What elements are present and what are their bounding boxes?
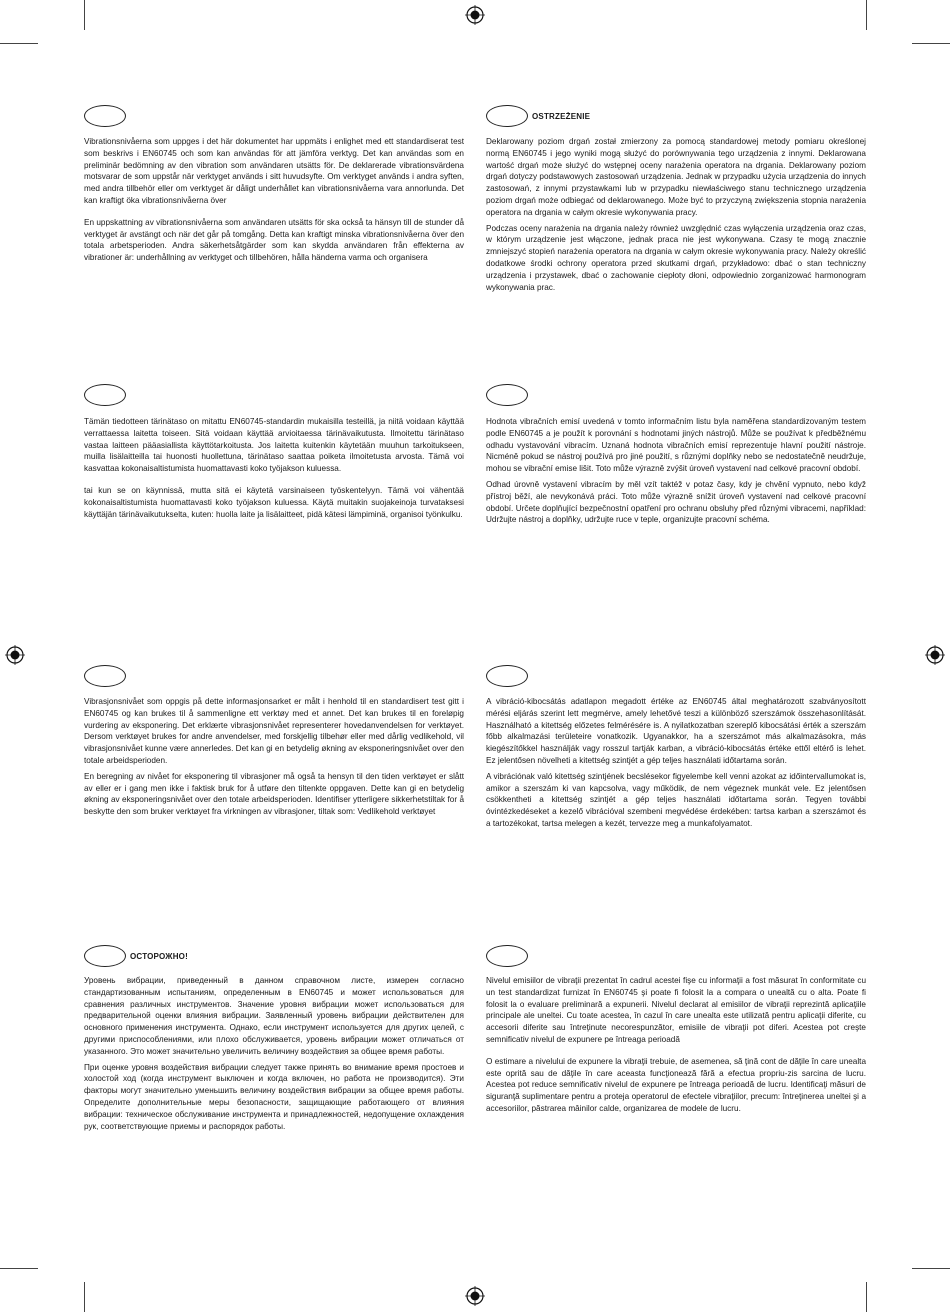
crop-mark — [84, 1282, 85, 1312]
paragraph: Уровень вибрации, приведенный в данном справочном листе, измерен согласно стандартизованным испытаниям, определенным в EN60745 и может использоваться для сравнения различных инструментов. Значение уровня вибрации может использоваться для предварительной оценки влияния вибрации. Заявленный уровень вибрации действителен для основного применения инструмента. Однако, если инструмент используется для других целей, с другими приспособлениями, или плохо обслуживается, уровень вибрации может отличаться от указанного. Это может значительно увеличить величину воздействия за общее время работы. — [84, 976, 464, 1056]
section-title: OSTRZEŻENIE — [532, 111, 591, 121]
paragraph: Deklarowany poziom drgań został zmierzony za pomocą standardowej metody pomiaru określonej normą EN60745 i jego wyniki mogą służyć do porównywania tego urządzenia z innymi. Deklarowana wartość drgań może służyć do wstępnej oceny narażenia operatora na drgania. Deklarowany poziom drgań dotyczy podstawowych zastosowań urządzenia. Jednak w przypadku użycia urządzenia do innych zastosowań, z innymi przystawkami lub w przypadku niewłaściwego stanu technicznego urządzenia poziom drgań może odbiegać od deklarowanego. Może być to przyczyną zwiększenia stopnia narażenia operatora na drgania w całym okresie wykonywania pracy. — [486, 137, 866, 217]
registration-mark-icon — [465, 1286, 485, 1306]
section-norwegian — [84, 663, 464, 818]
paragraph: Vibrationsnivåerna som uppges i det här dokumentet har uppmäts i enlighet med ett standardiserat test som beskrivs i EN60745 och som kan användas för att jämföra verktyg. Det kan användas som en preliminär bedömning av den vibration som användaren utsätts för. De deklarerade vibrationsvärdena motsvarar de som uppstår när verktyget används i sitt huvudsyfte. Om verktyget används i andra syften, med andra tillbehör eller om verktyget är dåligt underhållet kan vibrationsnivåerna vara annorlunda. Det kan kraftigt öka vibrationsnivåerna över — [84, 137, 464, 205]
paragraph: При оценке уровня воздействия вибрации следует также принять во внимание время простоев и холостой ход (когда инструмент выключен и когда включен, но работа не производится). Эти факторы могут значительно уменьшить величину воздействия вибрации за общее время работы. Определите дополнительные меры безопасности, защищающие работающего от влияния вибрации: техническое обслуживание инструмента и принадлежностей, недопущение охлаждения рук, соответствующие приемы и распорядок работы. — [84, 1062, 464, 1131]
section-header — [84, 382, 464, 408]
crop-mark — [912, 43, 950, 44]
language-oval-icon — [84, 665, 126, 687]
crop-mark — [912, 1268, 950, 1269]
section-title: ОСТОРОЖНО! — [130, 951, 188, 961]
registration-mark-icon — [925, 645, 945, 665]
section-russian — [84, 943, 464, 1132]
language-oval-icon — [84, 945, 126, 967]
language-oval-icon — [486, 105, 528, 127]
paragraph: A vibráció-kibocsátás adatlapon megadott értéke az EN60745 által meghatározott szabványosított mérési eljárás szerint lett megmérve, amely lehetővé teszi a különböző szerszámok összehasonlítását. Használható a kitettség előzetes felmérésére is. A nyilatkozatban szereplő kibocsátási érték a szerszám főbb alkalmazási területeire vonatkozik. Ugyanakkor, ha a szerszámot más alkalmazásokra, más kiegészítőkkel használják vagy rosszul tartják karban, a vibráció-kibocsátás értéke ettől eltérő is lehet. Ez jelentősen növelheti a kitettség szintjét a gép teljes használati időtartama során. — [486, 697, 866, 765]
paragraph: A vibrációnak való kitettség szintjének becslésekor figyelembe kell venni azokat az időintervallumokat is, amikor a szerszám ki van kapcsolva, vagy működik, de nem végeznek munkát vele. Ez jelentősen csökkentheti a kitettség szintjét a gép teljes használati időtartama során. Tegyen további óvintézkedéseket a kezelő vibrációval szembeni megvédése érdekében: tartsa karban a szerszámot és a tartozékokat, tartsa melegen a kezét, tervezze meg a munkafolyamatot. — [486, 771, 866, 828]
section-finnish — [84, 382, 464, 520]
language-oval-icon — [84, 105, 126, 127]
paragraph: O estimare a nivelului de expunere la vibraţii trebuie, de asemenea, să ţină cont de dăţile în care unealta este oprită sau de dăţile în care aceasta funcţionează fără a efectua propriu-zis sarcina de lucru. Acestea pot reduce semnificativ nivelul de expunere pe întreaga perioadă de lucru. Identificaţi măsuri de siguranţă suplimentare pentru a proteja operatorul de efectele vibraţiilor, precum: întreţinerea uneltei şi a accesoriilor, păstrarea mâinilor calde, organizarea de modele de lucru. — [486, 1056, 866, 1113]
section-header — [84, 663, 464, 689]
paragraph: En beregning av nivået for eksponering til vibrasjoner må også ta hensyn til den tiden verktøyet er slått av eller er i gang men ikke i faktisk bruk for å utføre den tiltenkte oppgaven. Dette kan gi en betydelig økning av eksponeringsnivået over den totale arbeidsperioden. Identifiser ytterligere sikkerhetstiltak for å beskytte den som bruker verktøyet fra virkningen av vibrasjoner, tiltak som: Vedlikehold verktøyet — [84, 771, 464, 817]
paragraph: Tämän tiedotteen tärinätaso on mitattu EN60745-standardin mukaisilla testeillä, ja niitä voidaan käyttää verrattaessa laitetta toiseen. Sitä voidaan käyttää arvioitaessa tärinävaikutusta. Ilmoitettu tärinätaso vastaa laitteen pääasiallista käyttötarkoitusta. Jos laitetta kuitenkin käytetään muuhun tarkoitukseen, muilla lisälaitteilla tai huonosti huollettuna, tärinätaso saattaa poiketa ilmoitetusta arvosta. Tämä voi kasvattaa kokonaisaltistumista huomattavasti koko työjakson kuluessa. — [84, 417, 464, 474]
paragraph: Podczas oceny narażenia na drgania należy również uwzględnić czas wyłączenia urządzenia oraz czas, w którym urządzenie jest włączone, jednak praca nie jest wykonywana. Czasy te mogą znacznie zmniejszyć stopień narażenia operatora na drgania w całym okresie wykonywania pracy. Należy określić dodatkowe środki ochrony operatora przed skutkami drgań, przykładowo: dbać o stan techniczny urządzenia i przystawek, dbać o zachowanie ciepłoty dłoni, odpowiednio zorganizować harmonogram wykonywania prac. — [486, 223, 866, 292]
language-oval-icon — [486, 945, 528, 967]
language-oval-icon — [486, 384, 528, 406]
paragraph: Odhad úrovně vystavení vibracím by měl vzít taktéž v potaz časy, kdy je chvění vypnuto, nebo když přístroj běží, ale nevykonává práci. Toto může výrazně snížit úroveň vystavení nad celkové pracovní období. Určete doplňující bezpečnostní opatření pro ochranu obsluhy před různými vibracemi, například: Udržujte nástroj a doplňky, udržujte ruce v teple, organizujte pracovní schéma. — [486, 479, 866, 525]
crop-mark — [0, 43, 38, 44]
section-header — [486, 103, 866, 129]
section-polish — [486, 103, 866, 293]
registration-mark-icon — [465, 5, 485, 25]
crop-mark — [0, 1268, 38, 1269]
paragraph: Nivelul emisiilor de vibraţii prezentat în cadrul acestei fişe cu informaţii a fost măsurat în conformitate cu un test standardizat furnizat în EN60745 şi poate fi folosit la a compara o unealtă cu o alta. Poate fi folosit la o evaluare preliminară a expunerii. Nivelul declarat al emisiilor de vibraţii reprezintă aplicaţiile principale ale uneltei. Cu toate acestea, în cazul în care unealta este utilizată pentru aplicaţii diferite, cu accesorii diferite sau întreţinute necorespunzător, emisiile de vibraţii pot diferi. Acestea pot creşte semnificativ nivelul de expunere pe întreaga perioadă — [486, 976, 866, 1044]
registration-mark-icon — [5, 645, 25, 665]
paragraph: Vibrasjonsnivået som oppgis på dette informasjonsarket er målt i henhold til en standardisert test gitt i EN60745 og kan brukes til å sammenligne ett verktøy med et annet. Det kan brukes til en foreløpig vurdering av eksponering. Det erklærte vibrasjonsnivået representerer hovedanvendelsen for verktøyet. Dersom verktøyet brukes for andre anvendelser, med forskjellig tilbehør eller med dårlig vedlikehold, vil vibrasjonsnivået kunne være annerledes. Det kan gi en betydelig økning av eksponeringsnivået over den totale arbeidsperioden. — [84, 697, 464, 765]
section-header — [486, 943, 866, 969]
crop-mark — [84, 0, 85, 30]
section-header — [486, 382, 866, 408]
section-header — [84, 103, 464, 129]
language-oval-icon — [486, 665, 528, 687]
paragraph: En uppskattning av vibrationsnivåerna som användaren utsätts för ska också ta hänsyn till de stunder då verktyget är avstängt och när det går på tomgång. Detta kan kraftigt minska vibrationsnivåerna över den totala arbetsperioden. Andra säkerhetsåtgärder som kan skydda användaren från effekterna av vibrationer är: underhållning av verktyget och tillbehören, hålla händerna varma och organisera — [84, 217, 464, 263]
section-romanian — [486, 943, 866, 1115]
section-header — [84, 943, 464, 969]
paragraph: Hodnota vibračních emisí uvedená v tomto informačním listu byla naměřena standardizovaným testem podle EN60745 a je použít k porovnání s hodnotami jiných nástrojů. Může se používat k předběžnému odhadu vystavování vibracím. Uznaná hodnota vibračních emisí reprezentuje hlavní použití nástroje. Nicméně pokud se nástroj používá pro jiné použití, s různými doplňky nebo se nedostatečně neudržuje, mohou se vibrační emise lišit. Toto může výrazně zvýšit úroveň vystavení nad celkové pracovní období. — [486, 417, 866, 474]
section-header — [486, 663, 866, 689]
section-hungarian — [486, 663, 866, 830]
crop-mark — [866, 1282, 867, 1312]
paragraph: tai kun se on käynnissä, mutta sitä ei käytetä varsinaiseen työskentelyyn. Tämä voi vähentää kokonaisaltistumista huomattavasti koko työjakson kuluessa. Käytä muitakin suojakeinoja turvataksesi käyttäjän tärinävaikutukselta, kuten: huolla laite ja lisälaitteet, pidä kätesi lämpiminä, organisoi työnkulku. — [84, 485, 464, 519]
crop-mark — [866, 0, 867, 30]
language-oval-icon — [84, 384, 126, 406]
section-swedish — [84, 103, 464, 264]
section-czech — [486, 382, 866, 526]
